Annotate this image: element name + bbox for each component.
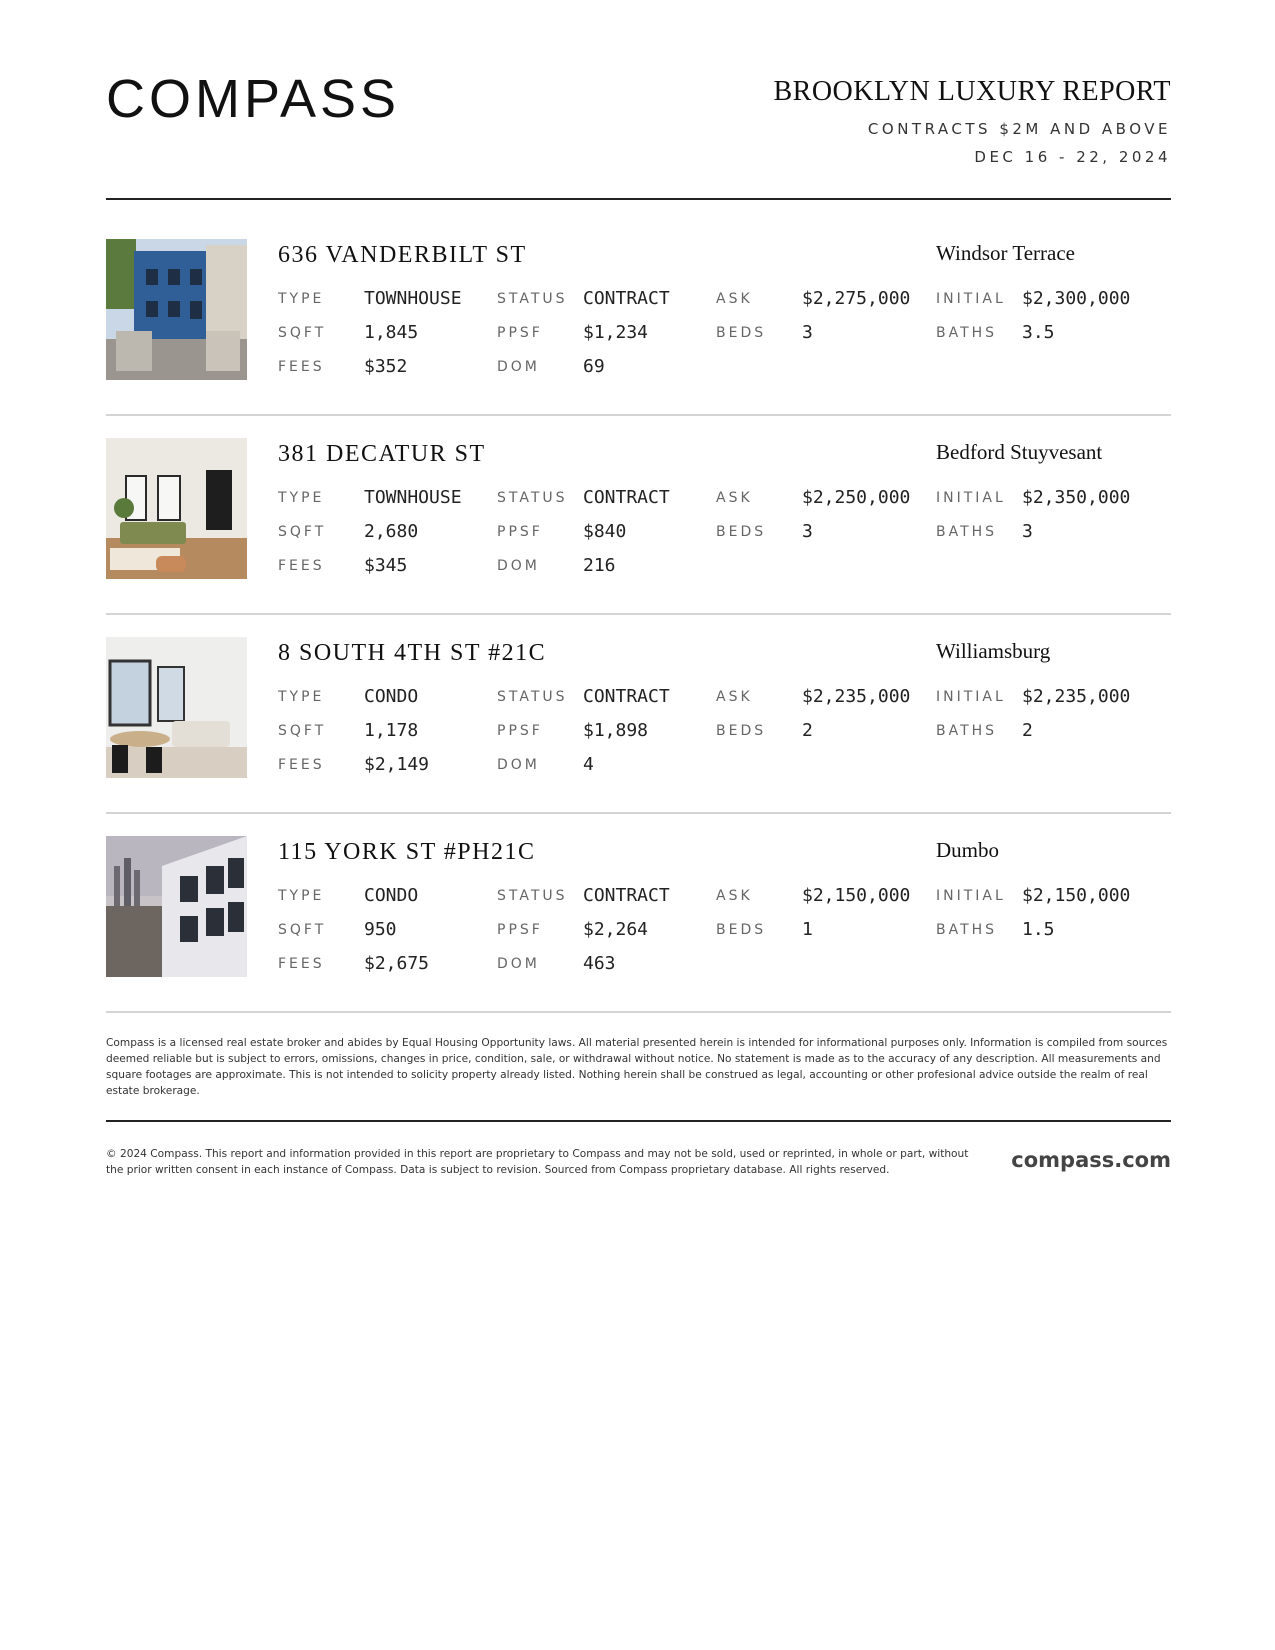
dom-value: 216 (583, 555, 616, 576)
baths-value: 3 (1022, 521, 1033, 542)
fees-value: $2,675 (364, 953, 430, 974)
type-value: TOWNHOUSE (364, 487, 462, 508)
ppsf-label: PPSF (497, 325, 543, 341)
dom-label: DOM (497, 956, 540, 972)
dom-label: DOM (497, 757, 540, 773)
beds-value: 3 (802, 322, 813, 343)
sqft-value: 950 (364, 919, 397, 940)
dom-value: 4 (583, 754, 594, 775)
beds-label: BEDS (716, 922, 767, 938)
beds-value: 2 (802, 720, 813, 741)
type-value: CONDO (364, 686, 419, 707)
listing-photo (106, 836, 247, 977)
listing-item (106, 438, 1171, 637)
ask-label: ASK (716, 490, 753, 506)
status-label: STATUS (497, 291, 568, 307)
beds-label: BEDS (716, 723, 767, 739)
listing-item (106, 836, 1171, 1035)
ppsf-value: $840 (583, 521, 627, 542)
ask-value: $2,150,000 (802, 885, 911, 906)
listing-divider (106, 613, 1171, 615)
listing-address: 8 SOUTH 4TH ST #21C (278, 640, 547, 666)
legal-disclaimer: Compass is a licensed real estate broker and abides by Equal Housing Opportunity laws. All material presented herein is intended for informational purposes only. Information is compiled from sources deemed reliable but is subject to errors, omissions, changes in price, condition, sale, or withdrawal without notice. No statement is made as to the accuracy of any description. All measurements and square footages are approximate. This is not intended to solicity property already listed. Nothing herein shall be construed as legal, accounting or other profesional advice outside the realm of real estate brokerage. (106, 1037, 1168, 1097)
initial-value: $2,300,000 (1022, 288, 1131, 309)
beds-value: 3 (802, 521, 813, 542)
fees-label: FEES (278, 359, 325, 375)
dom-label: DOM (497, 558, 540, 574)
dom-value: 463 (583, 953, 616, 974)
listing-neighborhood: Windsor Terrace (936, 241, 1075, 265)
baths-value: 3.5 (1022, 322, 1055, 343)
ppsf-value: $1,234 (583, 322, 649, 343)
sqft-label: SQFT (278, 723, 327, 739)
fees-label: FEES (278, 956, 325, 972)
type-value: CONDO (364, 885, 419, 906)
sqft-label: SQFT (278, 922, 327, 938)
dom-value: 69 (583, 356, 605, 377)
listing-address: 115 YORK ST #PH21C (278, 839, 536, 865)
initial-value: $2,350,000 (1022, 487, 1131, 508)
beds-label: BEDS (716, 325, 767, 341)
listing-item (106, 239, 1171, 438)
baths-value: 2 (1022, 720, 1033, 741)
ppsf-value: $1,898 (583, 720, 649, 741)
type-label: TYPE (278, 490, 325, 506)
ppsf-label: PPSF (497, 524, 543, 540)
header-divider (106, 198, 1171, 200)
initial-label: INITIAL (936, 291, 1006, 307)
ppsf-label: PPSF (497, 922, 543, 938)
ask-label: ASK (716, 291, 753, 307)
ask-value: $2,250,000 (802, 487, 911, 508)
initial-label: INITIAL (936, 490, 1006, 506)
footer-divider (106, 1120, 1171, 1122)
ppsf-value: $2,264 (583, 919, 649, 940)
baths-label: BATHS (936, 524, 998, 540)
listing-neighborhood: Dumbo (936, 838, 999, 862)
initial-label: INITIAL (936, 888, 1006, 904)
baths-label: BATHS (936, 325, 998, 341)
status-label: STATUS (497, 490, 568, 506)
report-title: BROOKLYN LUXURY REPORT (773, 76, 1171, 107)
initial-value: $2,150,000 (1022, 885, 1131, 906)
listing-photo (106, 239, 247, 380)
initial-value: $2,235,000 (1022, 686, 1131, 707)
fees-value: $352 (364, 356, 408, 377)
status-value: CONTRACT (583, 288, 670, 309)
dom-label: DOM (497, 359, 540, 375)
sqft-label: SQFT (278, 325, 327, 341)
ppsf-label: PPSF (497, 723, 543, 739)
beds-value: 1 (802, 919, 813, 940)
status-value: CONTRACT (583, 487, 670, 508)
report-date-range: DEC 16 - 22, 2024 (974, 148, 1171, 166)
listing-divider (106, 414, 1171, 416)
listing-photo (106, 438, 247, 579)
listing-list (106, 239, 1171, 1035)
report-header (773, 76, 1171, 166)
sqft-value: 1,845 (364, 322, 419, 343)
beds-label: BEDS (716, 524, 767, 540)
type-label: TYPE (278, 888, 325, 904)
status-value: CONTRACT (583, 686, 670, 707)
listing-divider (106, 1011, 1171, 1013)
ask-value: $2,275,000 (802, 288, 911, 309)
type-value: TOWNHOUSE (364, 288, 462, 309)
type-label: TYPE (278, 689, 325, 705)
listing-item (106, 637, 1171, 836)
listing-photo (106, 637, 247, 778)
listing-address: 636 VANDERBILT ST (278, 242, 527, 268)
fees-value: $2,149 (364, 754, 430, 775)
status-label: STATUS (497, 689, 568, 705)
baths-label: BATHS (936, 922, 998, 938)
sqft-value: 1,178 (364, 720, 419, 741)
ask-value: $2,235,000 (802, 686, 911, 707)
baths-value: 1.5 (1022, 919, 1055, 940)
fees-label: FEES (278, 558, 325, 574)
compass-logo: COMPASS (106, 69, 401, 129)
fees-label: FEES (278, 757, 325, 773)
ask-label: ASK (716, 888, 753, 904)
copyright-notice: © 2024 Compass. This report and information provided in this report are proprietary to Compass and may not be sold, used or reprinted, in whole or part, without the prior written consent in each instance of Compass. Data is subject to revision. Sourced from Compass proprietary database. All rights reserved. (106, 1148, 969, 1176)
ask-label: ASK (716, 689, 753, 705)
listing-neighborhood: Bedford Stuyvesant (936, 440, 1103, 464)
status-label: STATUS (497, 888, 568, 904)
listing-neighborhood: Williamsburg (936, 639, 1051, 663)
listing-address: 381 DECATUR ST (278, 441, 486, 467)
fees-value: $345 (364, 555, 408, 576)
website-link[interactable]: compass.com (1011, 1148, 1171, 1172)
initial-label: INITIAL (936, 689, 1006, 705)
report-subtitle: CONTRACTS $2M AND ABOVE (867, 120, 1171, 138)
sqft-value: 2,680 (364, 521, 419, 542)
sqft-label: SQFT (278, 524, 327, 540)
baths-label: BATHS (936, 723, 998, 739)
status-value: CONTRACT (583, 885, 670, 906)
type-label: TYPE (278, 291, 325, 307)
listing-divider (106, 812, 1171, 814)
